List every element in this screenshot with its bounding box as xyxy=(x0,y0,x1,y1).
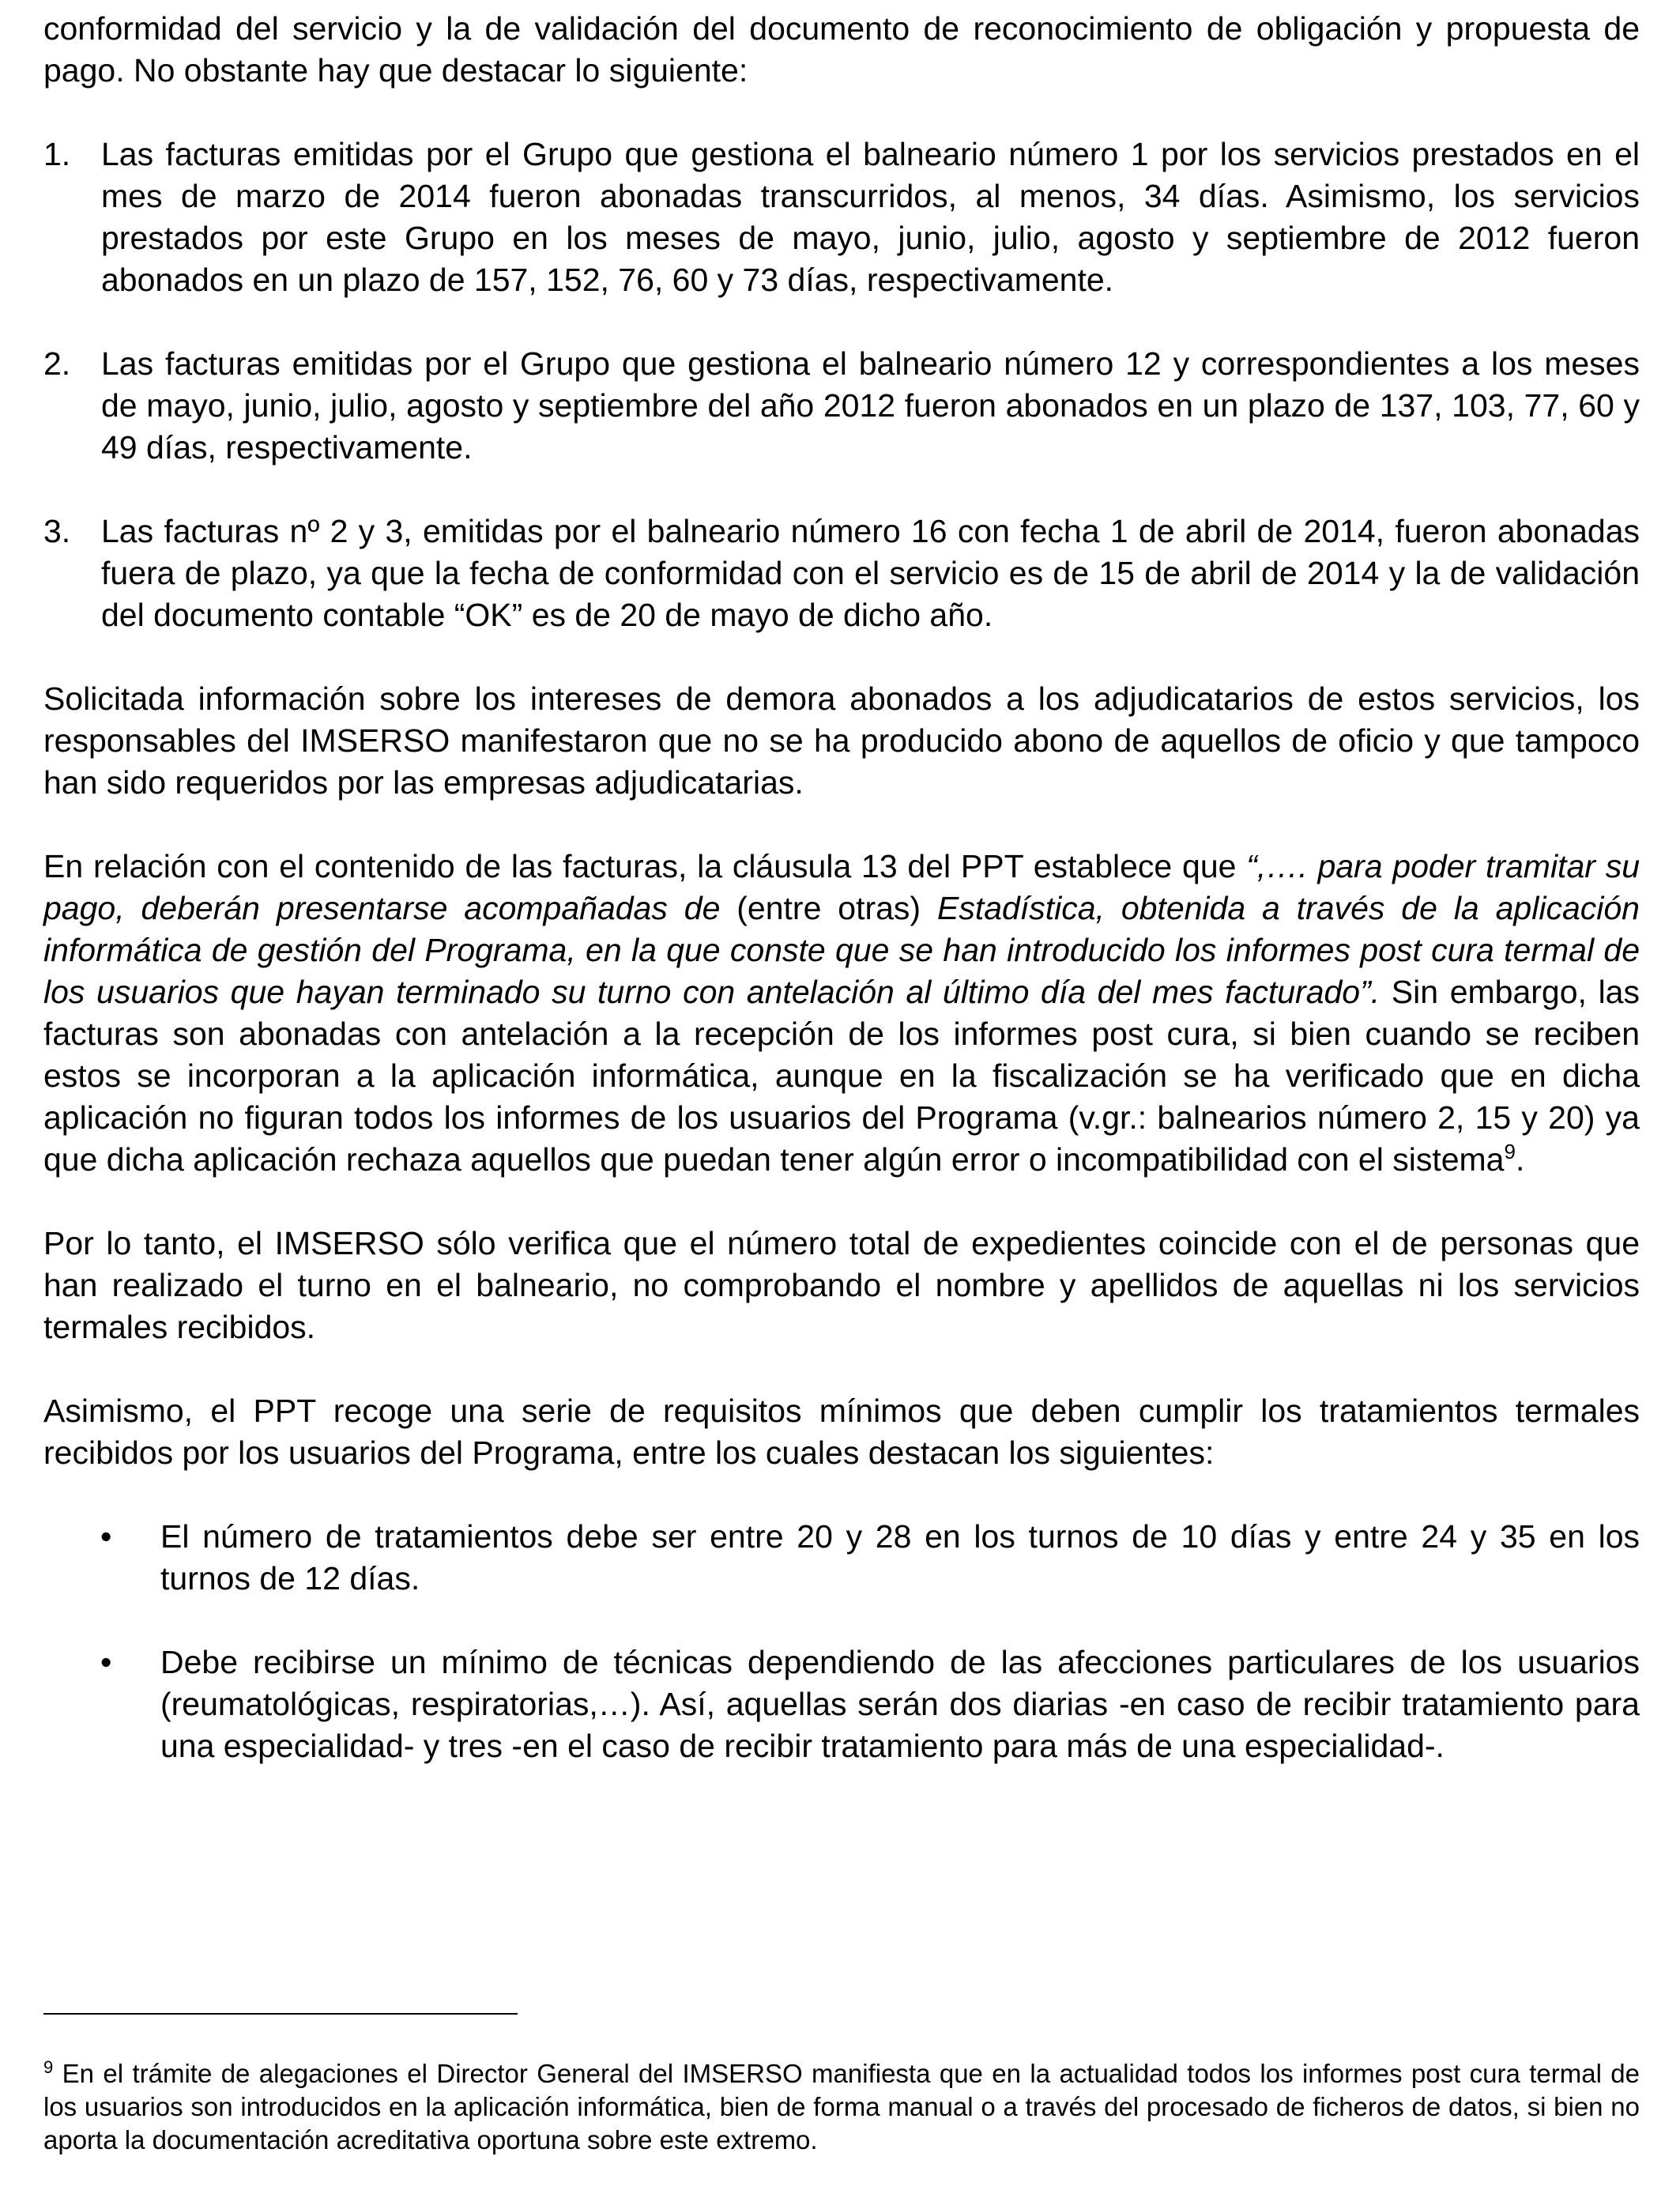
requirements-paragraph: Asimismo, el PPT recoge una serie de requisitos mínimos que deben cumplir los tratamientos termales recibidos por los usuarios del Programa, entre los cuales destacan los siguientes: xyxy=(43,1393,1640,1471)
invoices-middle: (entre otras) xyxy=(720,890,937,926)
document-body xyxy=(43,8,1640,1809)
list-item-text: Las facturas nº 2 y 3, emitidas por el balneario número 16 con fecha 1 de abril de 2014, fueron abonadas fuera de plazo, ya que la fecha de conformidad con el servicio es de 15 de abril de 2014 y la de validación del documento contable “OK” es de 20 de mayo de dicho año. xyxy=(101,513,1640,633)
list-marker: 3. xyxy=(43,513,71,549)
invoices-rest: Sin embargo, las facturas son abonadas con antelación a la recepción de los informes post cura, si bien cuando se reciben estos se incorporan a la aplicación informática, aunque en la fiscalización se ha verificado que en dicha aplicación no figuran todos los informes de los usuarios del Programa (v.gr.: balnearios número 2, 15 y 20) ya que dicha aplicación rechaza aquellos que puedan tener algún error o incompatibilidad con el sistema xyxy=(43,974,1640,1178)
bullet-icon: • xyxy=(100,1518,112,1555)
verify-paragraph: Por lo tanto, el IMSERSO sólo verifica que el número total de expedientes coincide con el de personas que han realizado el turno en el balneario, no comprobando el nombre y apellidos de aquellas ni los servicios termales recibidos. xyxy=(43,1225,1640,1345)
list-item-1 xyxy=(43,134,1640,301)
list-item-text: Las facturas emitidas por el Grupo que gestiona el balneario número 1 por los servicios prestados en el mes de marzo de 2014 fueron abonadas transcurridos, al menos, 34 días. Asimismo, los servicios prestados por este Grupo en los meses de mayo, junio, julio, agosto y septiembre de 2012 fueron abonados en un plazo de 157, 152, 76, 60 y 73 días, respectivamente. xyxy=(101,136,1640,298)
list-marker: 1. xyxy=(43,136,71,172)
intro-paragraph: conformidad del servicio y la de validación del documento de reconocimiento de obligación y propuesta de pago. No obstante hay que destacar lo siguiente: xyxy=(43,10,1640,89)
interest-paragraph: Solicitada información sobre los intereses de demora abonados a los adjudicatarios de estos servicios, los responsables del IMSERSO manifestaron que no se ha producido abono de aquellos de oficio y que tampoco han sido requeridos por las empresas adjudicatarias. xyxy=(43,680,1640,801)
invoices-paragraph xyxy=(43,846,1640,1181)
invoices-lead: En relación con el contenido de las facturas, la cláusula 13 del PPT establece que xyxy=(43,848,1247,884)
invoices-quote-2: Estadística, obtenida a través de la aplicación informática de gestión del Programa, en la que conste que se han introducido los informes post cura termal de los usuarios que hayan terminado su turno con antelación al último día del mes facturado”. xyxy=(43,890,1640,1010)
footnote-divider xyxy=(43,2013,518,2015)
bullet-item-text: Debe recibirse un mínimo de técnicas dependiendo de las afecciones particulares de los usuarios (reumatológicas, respiratorias,…). Así, aquellas serán dos diarias -en caso de recibir tratamiento para una especialidad- y tres -en el caso de recibir tratamiento para más de una especialidad-. xyxy=(160,1644,1640,1764)
list-marker: 2. xyxy=(43,345,71,382)
footnote-number: 9 xyxy=(43,2057,54,2077)
list-item-3 xyxy=(43,511,1640,636)
footnote-reference[interactable]: 9 xyxy=(1504,1140,1516,1163)
bullet-item-1 xyxy=(43,1516,1640,1600)
bullet-item-2 xyxy=(43,1642,1640,1767)
bullet-icon: • xyxy=(100,1644,112,1680)
bullet-list xyxy=(43,1516,1640,1767)
invoices-end: . xyxy=(1515,1141,1525,1178)
list-item-2 xyxy=(43,343,1640,469)
footnote xyxy=(43,2057,1640,2157)
invoices-quote-1: “,…. para poder tramitar su pago, deberán presentarse acompañadas de xyxy=(43,848,1640,926)
bullet-item-text: El número de tratamientos debe ser entre 20 y 28 en los turnos de 10 días y entre 24 y 35 en los turnos de 12 días. xyxy=(160,1518,1640,1596)
numbered-list xyxy=(43,134,1640,636)
list-item-text: Las facturas emitidas por el Grupo que gestiona el balneario número 12 y correspondientes a los meses de mayo, junio, julio, agosto y septiembre del año 2012 fueron abonados en un plazo de 137, 103, 77, 60 y 49 días, respectivamente. xyxy=(101,345,1640,466)
footnote-text: En el trámite de alegaciones el Director General del IMSERSO manifiesta que en la actualidad todos los informes post cura termal de los usuarios son introducidos en la aplicación informática, bien de forma manual o a través del procesado de ficheros de datos, si bien no aporta la documentación acreditativa oportuna sobre este extremo. xyxy=(43,2059,1640,2154)
